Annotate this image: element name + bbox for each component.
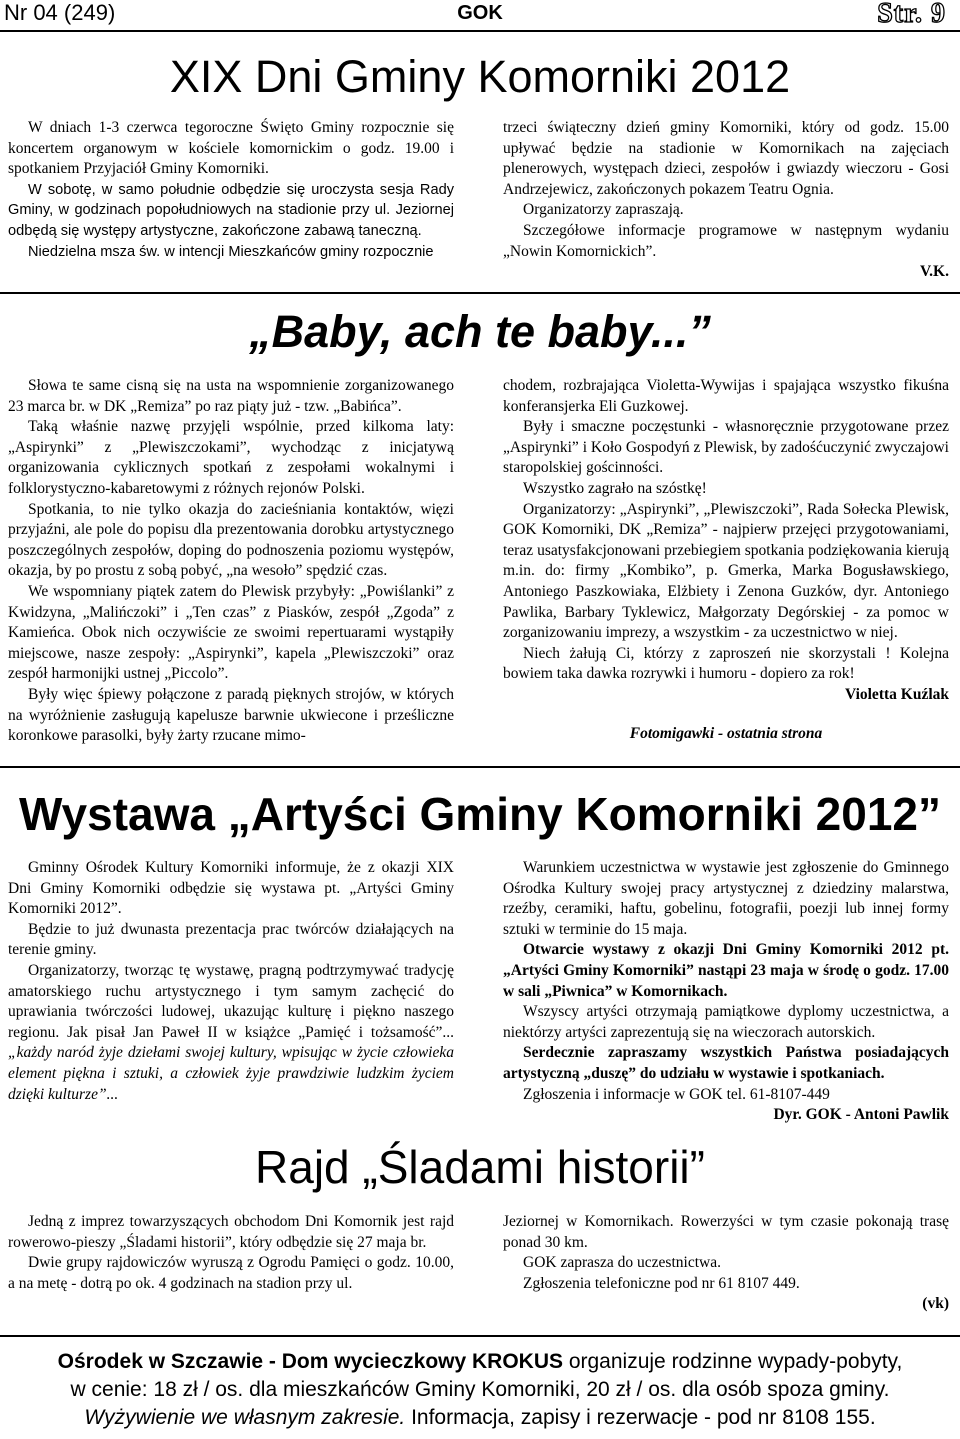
ad-line	[0, 1348, 960, 1376]
contact-info: Zgłoszenia i informacje w GOK tel. 61-8107-449	[523, 1085, 830, 1103]
article2-right-column	[503, 376, 949, 744]
article2-signature: Violetta Kuźlak	[844, 685, 949, 703]
pope-quote: „każdy naród żyje dziełami swojej kultury, wpisując w życie człowieka element piękna i sztuki, a człowiek żyje prawdziwie ludzkim życiem dzięki kulturze”...	[8, 1044, 454, 1103]
paragraph: Spotkania, to nie tylko okazja do zacieśniania kontaktów, więzi przyjaźni, ale pole do popisu dla prezentowania dorobku artystycznego poszczególnych zespołów, doping do podnoszenia poziomu występów, okazja, by po prostu z sobą pobyć, „na wesoło” spędzić czas.	[8, 500, 454, 580]
photo-caption: Fotomigawki - ostatnia strona	[629, 724, 823, 742]
article2-title: „Baby, ach te baby...”	[249, 306, 711, 357]
article3-signature: Dyr. GOK - Antoni Pawlik	[773, 1106, 949, 1124]
paragraph: Jedną z imprez towarzyszących obchodom Dni Komornik jest rajd rowerowo-pieszy „Śladami historii”, który odbędzie się 27 maja br.	[8, 1213, 454, 1251]
paragraph: Wszystko zagrało na szóstkę!	[523, 479, 707, 497]
paragraph: Zgłoszenia telefoniczne pod nr 61 8107 449.	[523, 1274, 800, 1292]
paragraph: trzeci świąteczny dzień gminy Komorniki, który od godz. 15.00 upływać będzie na stadionie w Komornikach na zajęciach plenerowych, występach dzieci, zespołów i gwiazdy wieczoru - Gosi Andrzejewicz, zakończonych pokazem Teatru Ognia.	[503, 119, 949, 198]
ad-lead: Ośrodek w Szczawie - Dom wycieczkowy KROKUS	[57, 1350, 563, 1373]
paragraph: Szczegółowe informacje programowe w następnym wydaniu „Nowin Komornickich”.	[503, 221, 949, 260]
paragraph: Jeziornej w Komornikach. Rowerzyści w tym czasie pokonają trasę ponad 30 km.	[503, 1213, 949, 1251]
section-divider	[0, 292, 960, 294]
paragraph: Były i smaczne poczęstunki - własnoręcznie przygotowane przez „Aspirynki” i Koło Gospodyń z Plewisk, by zadośćuczynić zwyczajowi staropolskiej gościnności.	[503, 418, 949, 477]
paragraph: W dniach 1-3 czerwca tegoroczne Święto Gminy rozpocznie się koncertem organowym w kościele komornickim o godz. 19.00 i spotkaniem Przyjaciół Gminy Komorniki.	[8, 119, 454, 178]
article1-left-column	[8, 118, 454, 262]
section-divider	[0, 766, 960, 768]
article4-title: Rajd „Śladami historii”	[255, 1141, 705, 1193]
paragraph: Wszyscy artyści otrzymają pamiątkowe dyplomy uczestnictwa, a niektórzy artyści zaprezentują się na wieczorach autorskich.	[503, 1003, 949, 1041]
opening-announcement: Otwarcie wystawy z okazji Dni Gminy Komorniki 2012 pt. „Artyści Gminy Komorniki” nastąpi 23 maja w środę o godz. 17.00 w sali „Piwnica” w Komornikach.	[503, 941, 949, 1000]
paragraph: Organizatorzy zapraszają.	[523, 201, 684, 219]
ad-contact: Informacja, zapisy i rezerwacje - pod nr 8108 155.	[405, 1406, 876, 1429]
ad-line-rest: organizuje rodzinne wypady-pobyty,	[563, 1350, 903, 1373]
article1-signature: V.K.	[919, 263, 949, 281]
article1-right-column	[503, 118, 949, 283]
paragraph: Taką właśnie nazwę przyjęli wspólnie, przed kilkoma laty: „Aspirynki” z „Plewiszczokami”, wychodząc z inicjatywą organizowania cyklicznych spotkań z zespołami wokalnymi i folklorystyczno-kabaretowymi z różnych rejonów Polski.	[8, 418, 454, 497]
header-section: GOK	[457, 2, 503, 24]
paragraph: GOK zaprasza do uczestnictwa.	[523, 1254, 721, 1272]
ad-prices: w cenie: 18 zł / os. dla mieszkańców Gminy Komorniki, 20 zł / os. dla osób spoza gminy.	[70, 1378, 890, 1401]
article1-title: XIX Dni Gminy Komorniki 2012	[169, 51, 791, 102]
paragraph-text: Organizatorzy, tworząc tę wystawę, pragną podtrzymywać tradycję amatorskiego ruchu artystycznego i tym samym zachęcić do uprawiania twórczości ludowej, ukazując kulturę i piękno naszego regionu. Jak pisał Jan Paweł II w książce „Pamięć i tożsamość”...	[8, 961, 454, 1041]
article3-left-column	[8, 858, 454, 1105]
paragraph: Gminny Ośrodek Kultury Komorniki informuje, że z okazji XIX Dni Gminy Komorniki odbędzie się wystawa pt. „Artyści Gminy Komorniki 2012”.	[8, 859, 454, 918]
issue-number: Nr 04 (249)	[4, 0, 116, 25]
article3-title: Wystawa „Artyści Gminy Komorniki 2012”	[18, 788, 942, 840]
paragraph: Słowa te same cisną się na usta na wspomnienie zorganizowanego 23 marca br. w DK „Remiza” po raz piąty już - tzw. „Babińca”.	[8, 377, 454, 415]
paragraph: chodem, rozbrajająca Violetta-Wywijas i spajająca wszystko fikuśna konferansjerka Eli Guzkowej.	[503, 377, 949, 415]
page-number: Str. 9	[877, 0, 946, 29]
article2-left-column	[8, 376, 454, 747]
krokus-advertisement	[0, 1348, 960, 1432]
paragraph: Dwie grupy rajdowiczów wyruszą z Ogrodu Pamięci o godz. 10.00, a na metę - dotrą po ok. 4 godzinach na stadion przy ul.	[8, 1254, 454, 1292]
paragraph: Były więc śpiewy połączone z paradą pięknych strojów, w których na wyróżnienie zasługują kapelusze barwnie ukwiecone i prześliczne koronkowe parasolki, były żarty rzucane mimo-	[8, 685, 454, 745]
paragraph	[8, 961, 454, 1105]
article4-left-column	[8, 1212, 454, 1294]
header-divider	[0, 30, 960, 32]
article4-signature: (vk)	[922, 1295, 949, 1313]
invitation: Serdecznie zapraszamy wszystkich Państwa posiadających artystyczną „duszę” do udziału w wystawie i spotkaniach.	[503, 1044, 949, 1082]
article3-right-column	[503, 858, 949, 1126]
paragraph: Niedzielna msza św. w intencji Mieszkańców gminy rozpocznie	[28, 243, 434, 260]
paragraph: We wspomniany piątek zatem do Plewisk przybyły: „Powiślanki” z Kwidzyna, „Malińczoki” i „Ten czas” z Piasków, zespół „Zgoda” z Kamieńca. Obok nich oczywiście ze swoimi repertuarami wystąpiły miejscowe, nasze zespoły: „Aspirynki”, kapela „Plewiszczoki” oraz zespół harmonijki ustnej „Piccolo”.	[8, 582, 454, 683]
paragraph: Warunkiem uczestnictwa w wystawie jest zgłoszenie do Gminnego Ośrodka Kultury swojej pracy artystycznej z dziedziny malarstwa, rzeźby, ceramiki, haftu, gobelinu, fotografii, poezji lub innej formy sztuki w terminie do 15 maja.	[503, 859, 949, 938]
paragraph: Organizatorzy: „Aspirynki”, „Plewiszczoki”, Rada Sołecka Plewisk, GOK Komorniki, DK „Remiza” - najpierw przejęci przygotowaniami, teraz usatysfakcjonowani przebiegiem spotkania podziękowania kierują m.in. do: firmy „Kombiko”, p. Gmerka, Marka Bogusławskiego, Antoniego Paszkowiaka, Elżbiety i Zenona Guzków, dyr. Antoniego Pawlika, Barbary Tyklewicz, Małgorzaty Degórskiej - za pomoc w zorganizowaniu imprezy, a wszystkim - za uczestnictwo w niej.	[503, 500, 949, 642]
ad-meals-note: Wyżywienie we własnym zakresie.	[84, 1406, 406, 1429]
paragraph: Będzie to już dwunasta prezentacja prac twórców działających na terenie gminy.	[8, 920, 454, 959]
paragraph: Niech żałują Ci, którzy z zaproszeń nie skorzystali ! Kolejna bowiem taka dawka rozrywki i humoru - dopiero za rok!	[503, 644, 949, 683]
paragraph: W sobotę, w samo południe odbędzie się uroczysta sesja Rady Gminy, w godzinach popołudniowych na stadionie przy ul. Jeziornej odbędą się występy artystyczne, zakończone zabawą taneczną.	[8, 181, 454, 239]
ad-line	[0, 1404, 960, 1432]
article4-right-column	[503, 1212, 949, 1315]
section-divider	[0, 1335, 960, 1337]
